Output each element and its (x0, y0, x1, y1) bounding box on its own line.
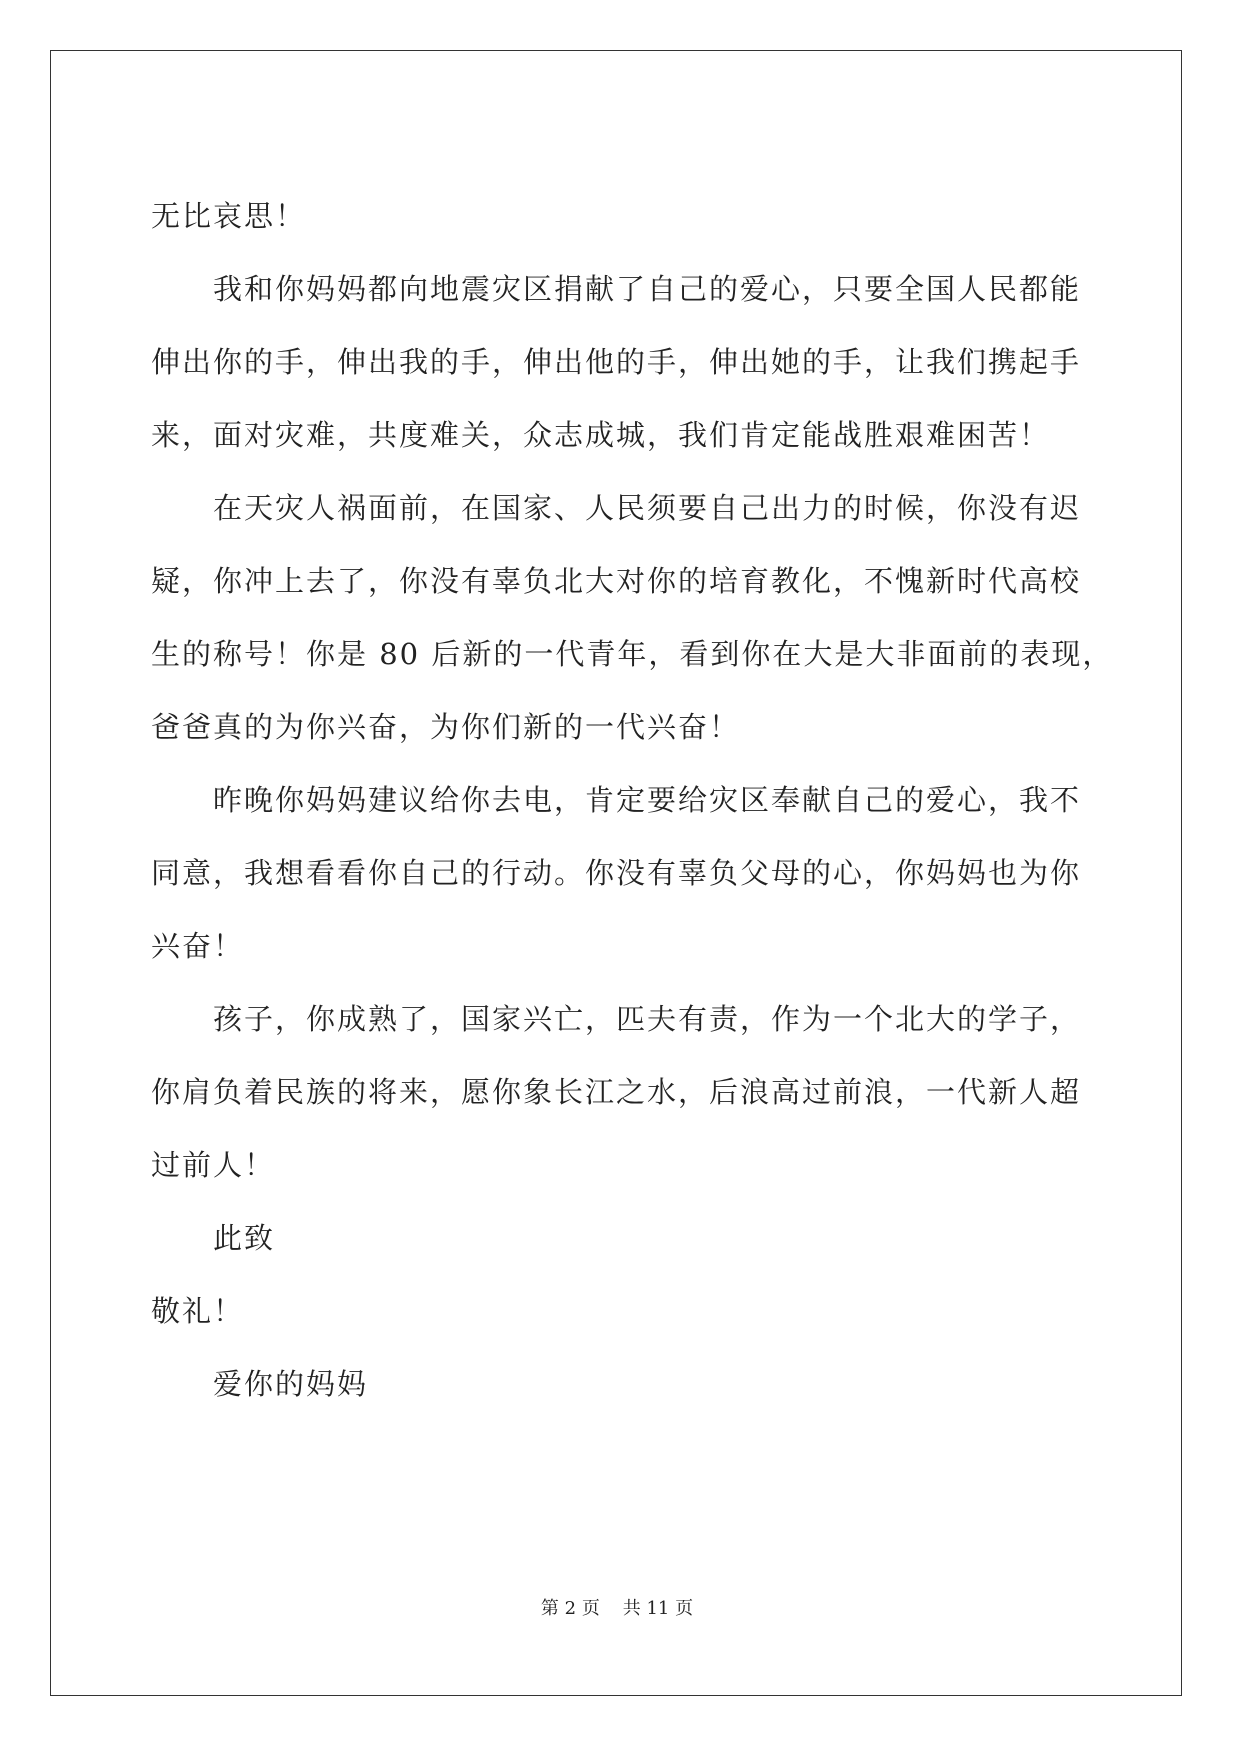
text-line: 昨晚你妈妈建议给你去电，肯定要给灾区奉献自己的爱心，我不 (213, 783, 1082, 817)
text-line: 伸出你的手，伸出我的手，伸出他的手，伸出她的手，让我们携起手 (151, 345, 1082, 379)
text-line: 来，面对灾难，共度难关，众志成城，我们肯定能战胜艰难困苦！ (151, 418, 1051, 452)
text-line: 疑，你冲上去了，你没有辜负北大对你的培育教化，不愧新时代高校 (151, 564, 1082, 598)
text-line: 你肩负着民族的将来，愿你象长江之水，后浪高过前浪，一代新人超 (151, 1075, 1082, 1109)
salutation-line: 敬礼！ (151, 1294, 245, 1328)
text-line: 同意，我想看看你自己的行动。你没有辜负父母的心，你妈妈也为你 (151, 856, 1082, 890)
signature-line: 爱你的妈妈 (213, 1367, 369, 1401)
page-total: 共 11 页 (622, 1598, 694, 1619)
text-line: 孩子，你成熟了，国家兴亡，匹夫有责，作为一个北大的学子， (213, 1002, 1082, 1036)
closing-line: 此致 (213, 1221, 276, 1255)
text-line: 生的称号！你是 80 后新的一代青年，看到你在大是大非面前的表现， (151, 637, 1114, 671)
page-number: 第 2 页 (540, 1598, 600, 1619)
text-line: 兴奋！ (151, 929, 245, 963)
text-line: 爸爸真的为你兴奋，为你们新的一代兴奋！ (151, 710, 741, 744)
text-line: 我和你妈妈都向地震灾区捐献了自己的爱心，只要全国人民都能 (213, 272, 1082, 306)
text-line: 过前人！ (151, 1148, 276, 1182)
page-frame (50, 50, 1182, 1696)
page-footer (51, 1594, 1183, 1620)
text-line: 无比哀思！ (151, 199, 307, 233)
text-line: 在天灾人祸面前，在国家、人民须要自己出力的时候，你没有迟 (213, 491, 1082, 525)
